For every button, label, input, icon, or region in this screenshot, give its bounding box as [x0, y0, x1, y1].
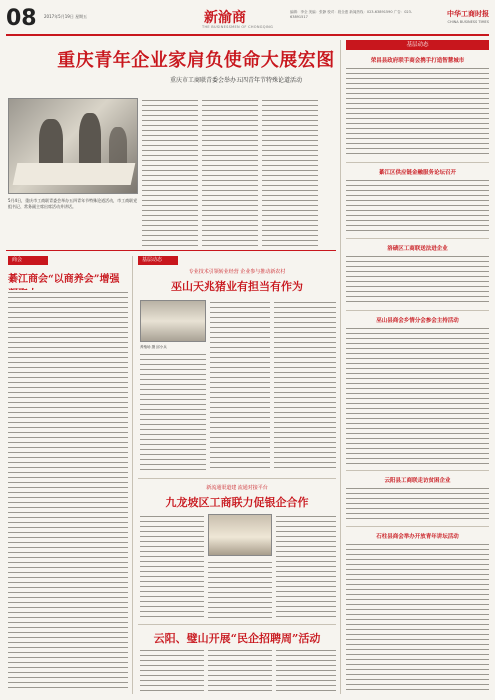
section-c-photo [208, 514, 272, 556]
section-divider [138, 624, 336, 625]
lead-headline: 重庆青年企业家肩负使命大展宏图 [57, 50, 335, 71]
paper-name-en: CHINA BUSINESS TIMES [447, 20, 489, 24]
sidebar-item-headline: 洛碛区工商联送法进企业 [387, 246, 448, 252]
sidebar-item-headline: 綦江区供应链金融服务论坛召开 [378, 170, 456, 176]
column-divider [132, 256, 133, 694]
section-a-tag: 商会 [8, 256, 48, 265]
photo-figure [109, 127, 127, 167]
sidebar-item-headline: 巫山县商会乡情分会参会主持活动 [376, 318, 459, 324]
sidebar-item-text [346, 486, 489, 522]
section-a-headline: 綦江商会“以商养会”增强 [8, 274, 120, 285]
page-number: 08 [6, 6, 37, 31]
sidebar-item-text [346, 254, 489, 306]
masthead [6, 6, 489, 36]
paper-name: 中华工商时报 [447, 9, 489, 18]
section-b-text [274, 300, 336, 472]
sidebar-item-text [346, 66, 489, 158]
section-d-text [208, 648, 272, 692]
lead-text-column [202, 98, 258, 246]
section-c-text [208, 560, 272, 618]
sidebar-header: 基层动态 [346, 40, 489, 50]
sidebar-item-headline: 云阳县工商联走访贫困企业 [384, 478, 451, 484]
section-c-text [276, 514, 336, 618]
photo-banner [13, 163, 136, 185]
section-b-headline: 巫山天兆猪业有担当有作为 [171, 280, 303, 293]
photo-figure [39, 119, 63, 169]
section-d-headline: 云阳、璧山开展“民企招聘周”活动 [153, 632, 321, 645]
section-c-text [140, 514, 204, 618]
section-b-tag: 基层动态 [138, 256, 178, 265]
sidebar-item-text [346, 178, 489, 234]
section-c-kicker: 新流通渠道建 流通对接平台 [206, 485, 268, 491]
lead-text-column [142, 98, 198, 246]
section-b-caption: 养殖场 摄 邱小兵 [140, 345, 167, 349]
section-brand: 新渝商 [204, 10, 246, 26]
sidebar-divider [346, 470, 489, 471]
section-a-text [8, 290, 128, 690]
lead-photo-caption: 5月4日，重庆市工商联青委会举办五四青年节特殊论道活动，市工商联党组书记、常务副主席出席活动并讲话。 [8, 198, 138, 209]
lead-text-column [262, 98, 318, 246]
lead-subhead: 重庆市工商联青委会举办五四青年节特殊论道活动 [169, 77, 302, 84]
section-brand-en: THE BUSINESSMEN OF CHONGQING [202, 25, 274, 29]
sidebar-divider [346, 162, 489, 163]
sidebar-item-text [346, 326, 489, 466]
section-b-kicker: 专业技术引领转业经营 企业参与推动新农村 [188, 269, 286, 275]
column-divider [340, 40, 341, 694]
section-b-text [140, 352, 206, 472]
sidebar-item-text [346, 542, 489, 692]
section-b-text [210, 300, 270, 472]
section-d-text [276, 648, 336, 692]
sidebar-item-headline: 荣昌县政府联手商会携手打造智慧城市 [370, 58, 465, 64]
section-d-text [140, 648, 204, 692]
sidebar-item-headline: 石柱县商会举办开放青年讲坛活动 [376, 534, 459, 540]
section-divider [6, 250, 336, 251]
editor-info: 编辑：李全 美编：张静 校对：段全惠 新闻热线：023-63891590 广告：023-63891517 [290, 10, 413, 19]
page-date: 2017年5月19日 星期五 [44, 14, 88, 19]
photo-figure [79, 113, 101, 168]
lead-photo [8, 98, 138, 194]
sidebar-divider [346, 310, 489, 311]
section-divider [138, 478, 336, 479]
section-c-headline: 九龙坡区工商联力促银企合作 [165, 496, 309, 509]
sidebar-divider [346, 526, 489, 527]
sidebar-divider [346, 238, 489, 239]
section-b-photo [140, 300, 206, 342]
